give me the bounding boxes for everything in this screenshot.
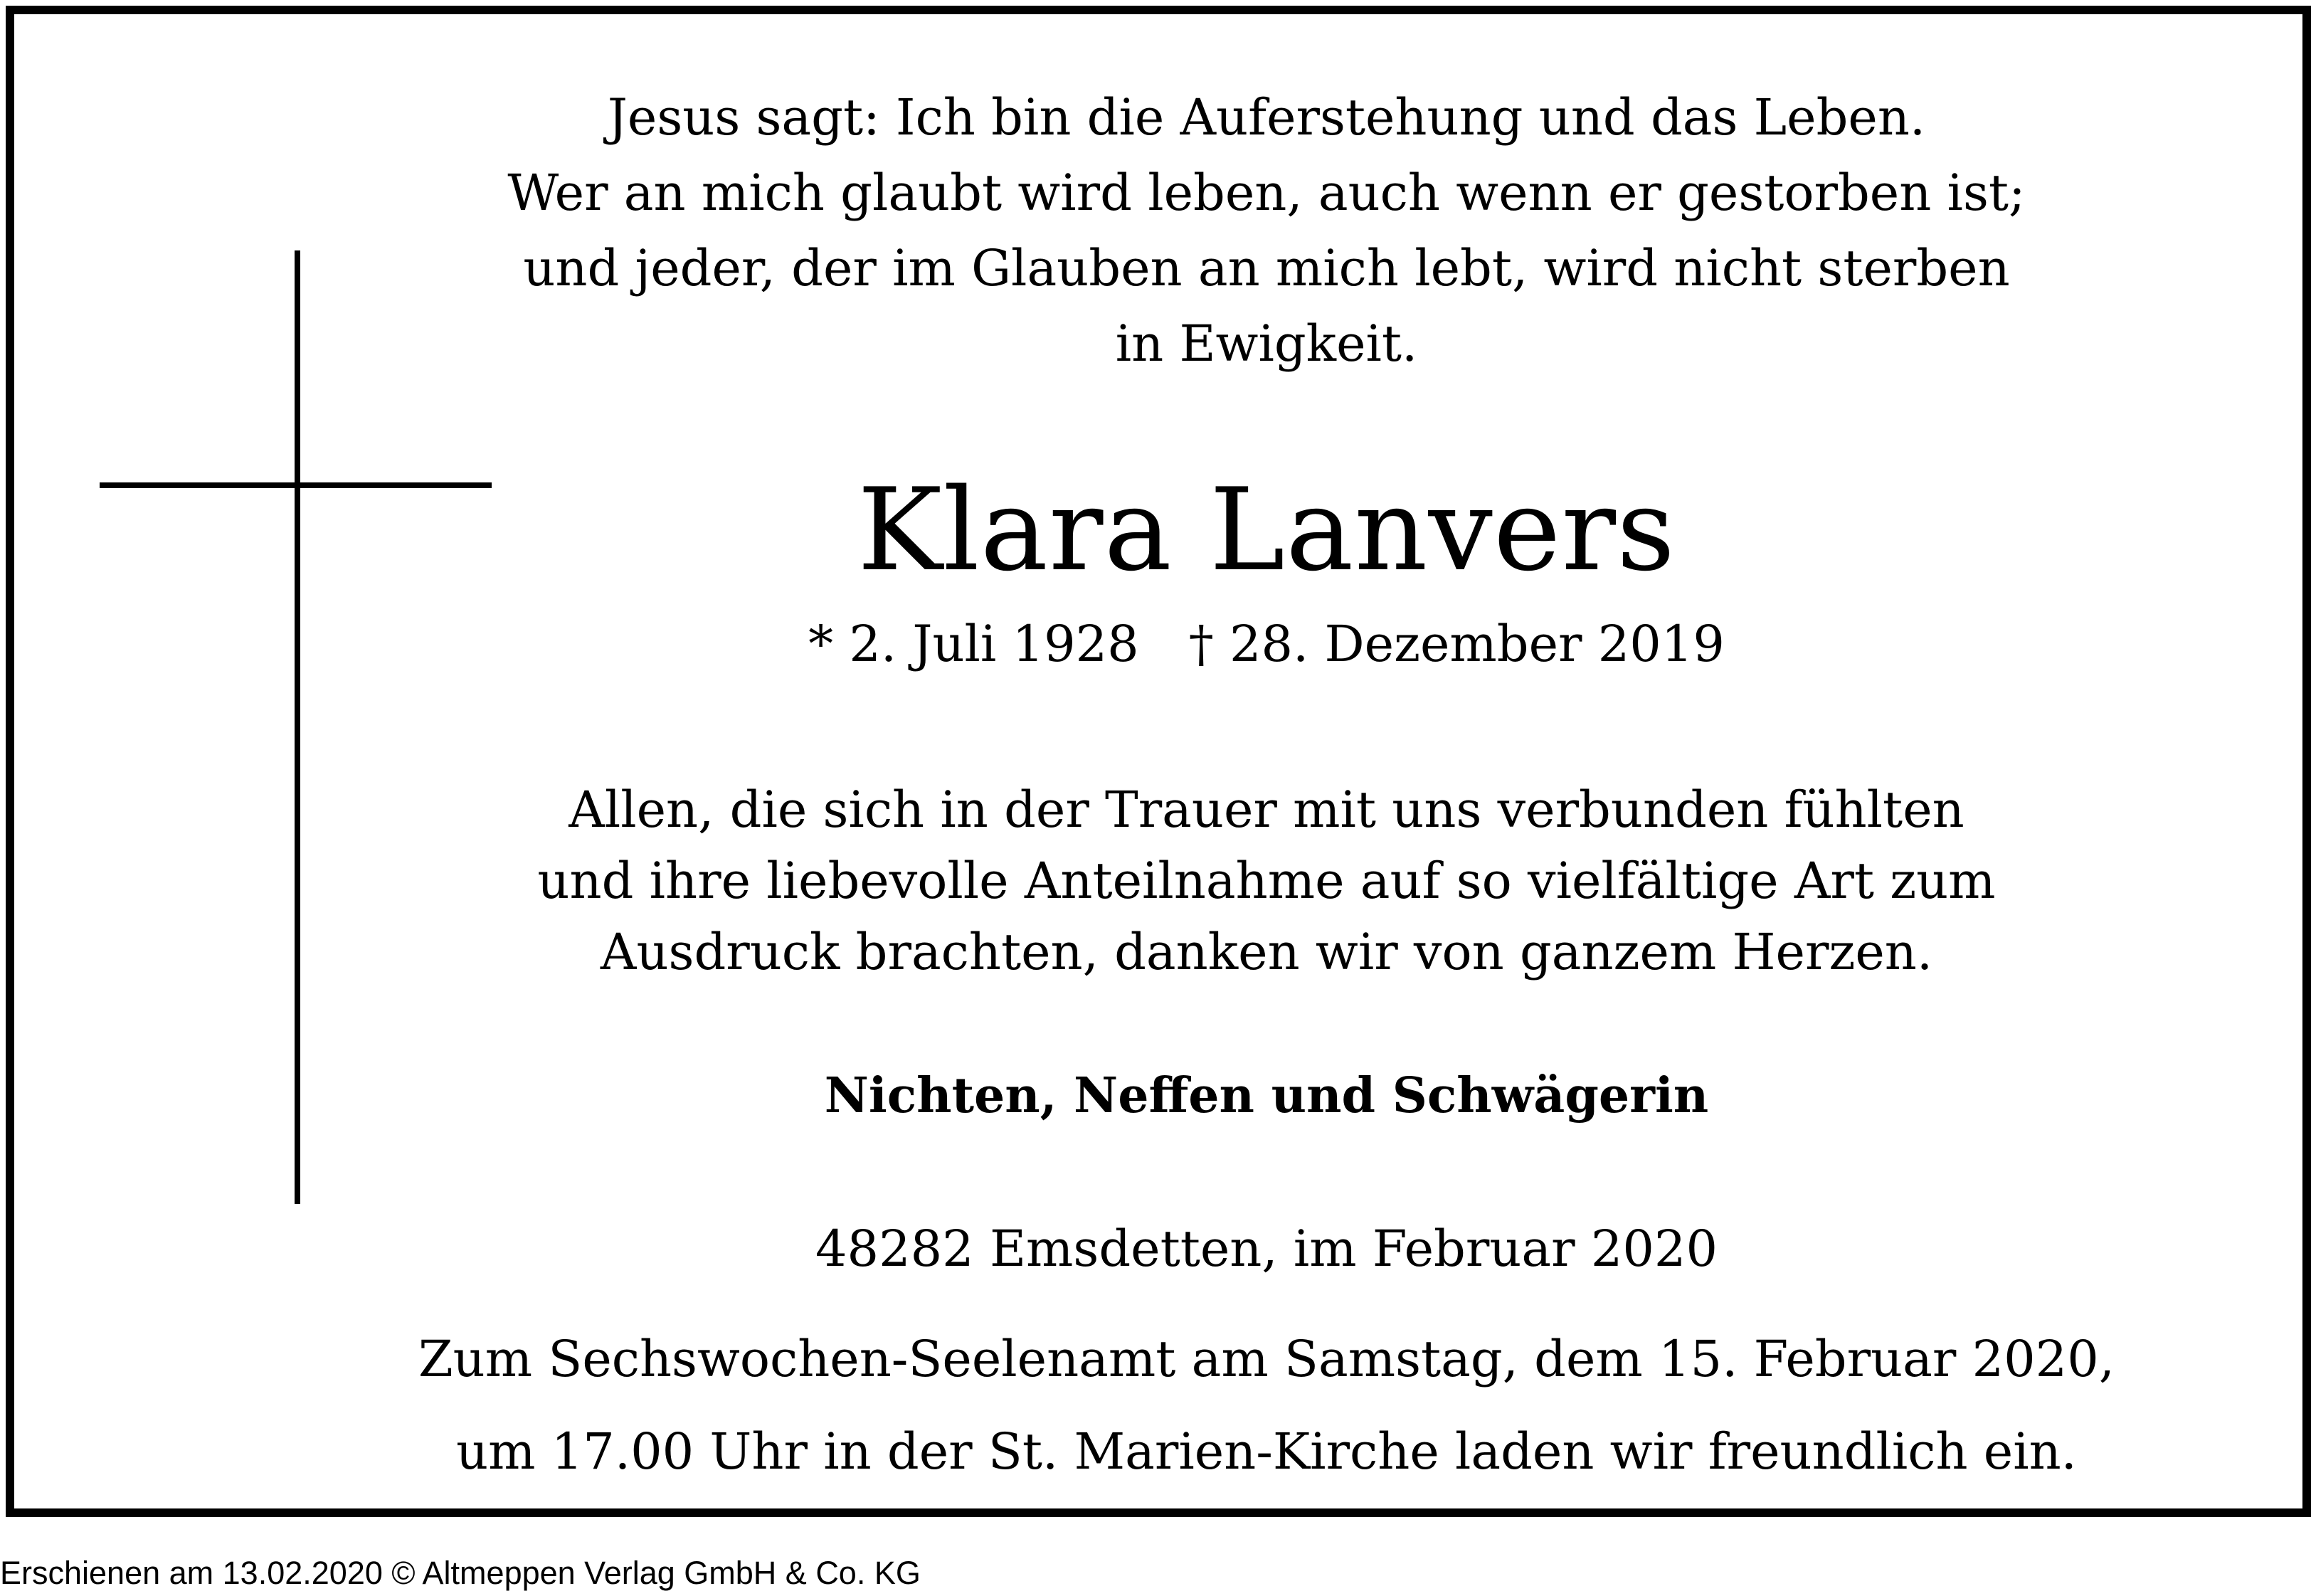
bible-verse: [342, 80, 2191, 381]
publication-footer: Erschienen am 13.02.2020 © Altmeppen Verlag GmbH & Co. KG: [0, 1555, 921, 1591]
life-dates: [342, 608, 2191, 680]
birth-date: * 2. Juli 1928: [808, 615, 1139, 673]
death-date: † 28. Dezember 2019: [1188, 615, 1725, 673]
service-announcement: [270, 1313, 2263, 1498]
thanks-line: Ausdruck brachten, danken wir von ganzem Herzen.: [600, 923, 1933, 981]
verse-line: und jeder, der im Glauben an mich lebt, wird nicht sterben: [523, 239, 2010, 297]
signatories: Nichten, Neffen und Schwägerin: [824, 1067, 1709, 1124]
verse-line: Jesus sagt: Ich bin die Auferstehung und das Leben.: [607, 88, 1926, 147]
deceased-name: Klara Lanvers: [857, 463, 1676, 596]
cross-icon: [295, 250, 300, 1204]
verse-line: in Ewigkeit.: [1115, 315, 1418, 373]
thanks-text: [342, 774, 2191, 988]
service-line: Zum Sechswochen-Seelenamt am Samstag, dem 15. Februar 2020,: [418, 1330, 2115, 1388]
service-line: um 17.00 Uhr in der St. Marien-Kirche laden wir freundlich ein.: [456, 1422, 2077, 1481]
thanks-line: Allen, die sich in der Trauer mit uns verbunden fühlten: [569, 781, 1964, 839]
place-date: 48282 Emsdetten, im Februar 2020: [815, 1220, 1718, 1278]
verse-line: Wer an mich glaubt wird leben, auch wenn er gestorben ist;: [507, 164, 2026, 222]
thanks-line: und ihre liebevolle Anteilnahme auf so vielfältige Art zum: [537, 852, 1996, 910]
